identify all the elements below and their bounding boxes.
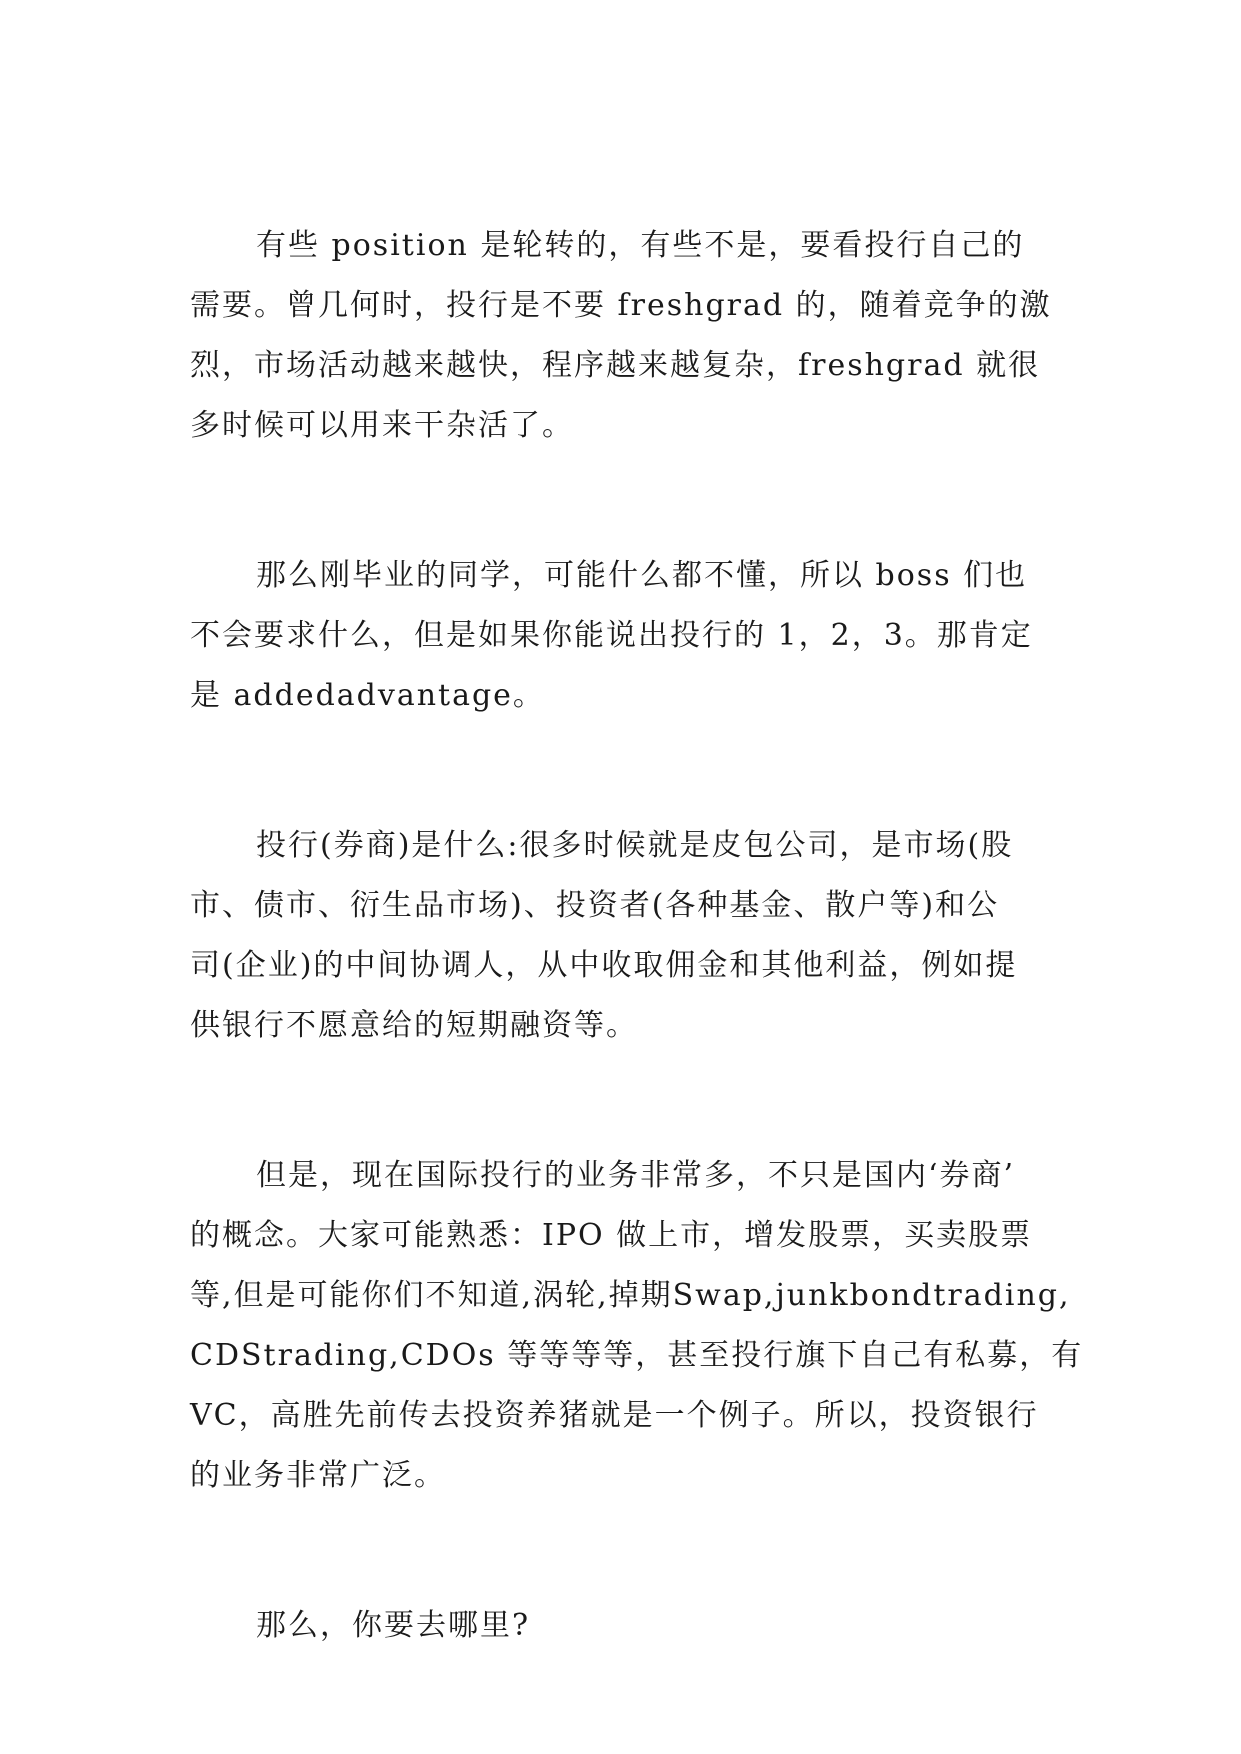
paragraph-1: [190, 216, 1056, 456]
text-line: 司(企业)的中间协调人，从中收取佣金和其他利益，例如提: [190, 948, 1018, 983]
text-line: 需要。曾几何时，投行是不要 freshgrad 的，随着竞争的激: [190, 288, 1052, 323]
text-line: 那么，你要去哪里?: [256, 1608, 531, 1643]
document-body: [190, 216, 1084, 1746]
text-line: VC，高胜先前传去投资养猪就是一个例子。所以，投资银行: [190, 1398, 1039, 1433]
text-line: 的业务非常广泛。: [190, 1458, 446, 1493]
text-line: CDStrading,CDOs 等等等等，甚至投行旗下自己有私募，有: [190, 1338, 1084, 1373]
text-line: 烈，市场活动越来越快，程序越来越复杂，freshgrad 就很: [190, 348, 1041, 383]
paragraph-4: [190, 1146, 1084, 1506]
text-line: 但是，现在国际投行的业务非常多，不只是国内‘券商’: [256, 1158, 1016, 1193]
text-line: 市、债市、衍生品市场)、投资者(各种基金、散户等)和公: [190, 888, 1000, 923]
text-line: 投行(券商)是什么:很多时候就是皮包公司，是市场(股: [256, 828, 1014, 863]
text-line: 有些 position 是轮转的，有些不是，要看投行自己的: [256, 228, 1025, 263]
text-line: 多时候可以用来干杂活了。: [190, 408, 574, 443]
text-line: 的概念。大家可能熟悉：IPO 做上市，增发股票，买卖股票: [190, 1218, 1033, 1253]
paragraph-2: [190, 546, 1056, 726]
text-line: 是 addedadvantage。: [190, 678, 545, 713]
paragraph-3: [190, 816, 1056, 1056]
text-line: 不会要求什么，但是如果你能说出投行的 1，2，3。那肯定: [190, 618, 1033, 653]
text-line: 供银行不愿意给的短期融资等。: [190, 1008, 638, 1043]
text-line: 那么刚毕业的同学，可能什么都不懂，所以 boss 们也: [256, 558, 1028, 593]
paragraph-5: [190, 1596, 1056, 1656]
text-line: 等,但是可能你们不知道,涡轮,掉期Swap,junkbondtrading,: [190, 1278, 1071, 1313]
